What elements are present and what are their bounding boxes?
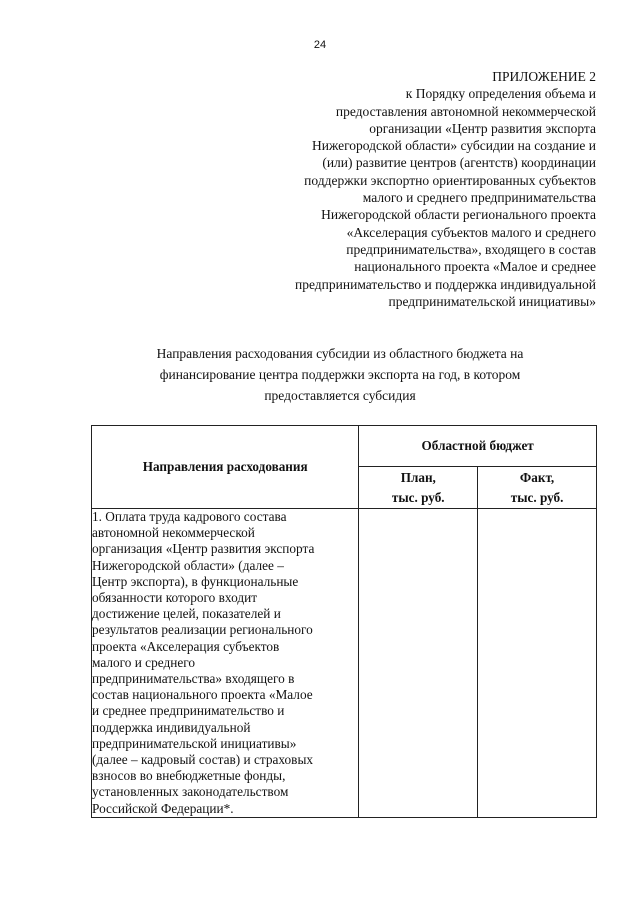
- row-line: (далее – кадровый состав) и страховых: [92, 752, 314, 768]
- appendix-line: предпринимательство и поддержка индивидуальной: [295, 276, 596, 292]
- row-line: проекта «Акселерация субъектов: [92, 638, 280, 654]
- table-header-row: [92, 426, 597, 467]
- appendix-line: Нижегородской области» субсидии на создание и: [311, 138, 596, 154]
- appendix-header: [216, 68, 596, 310]
- header-plan-line2: тыс. руб.: [391, 489, 445, 505]
- document-title: [90, 343, 590, 406]
- header-regional-budget: Областной бюджет: [359, 426, 597, 467]
- expenses-table: [91, 425, 597, 818]
- title-line: финансирование центра поддержки экспорта на год, в котором: [159, 367, 521, 382]
- row-line: Российской Федерации*.: [92, 800, 234, 816]
- row-line: предпринимательской инициативы»: [92, 735, 297, 751]
- header-fact: [478, 467, 597, 509]
- row-line: поддержка индивидуальной: [92, 719, 251, 735]
- title-line: предоставляется субсидия: [264, 388, 416, 403]
- row-line: результатов реализации регионального: [92, 622, 313, 638]
- table-row: [92, 509, 597, 818]
- title-line: Направления расходования субсидии из областного бюджета на: [156, 346, 524, 361]
- row-line: организация «Центр развития экспорта: [92, 541, 315, 557]
- appendix-line: предоставления автономной некоммерческой: [335, 103, 596, 119]
- header-fact-line2: тыс. руб.: [510, 489, 564, 505]
- appendix-line: организации «Центр развития экспорта: [369, 120, 596, 136]
- appendix-line: малого и среднего предпринимательства: [362, 190, 596, 206]
- appendix-line: Нижегородской области регионального проекта: [321, 207, 596, 223]
- row-line: состав национального проекта «Малое: [92, 687, 313, 703]
- row-line: Центр экспорта), в функциональные: [92, 573, 299, 589]
- page-number: 24: [313, 39, 327, 51]
- header-plan-line1: План,: [400, 469, 436, 485]
- appendix-line: предпринимательской инициативы»: [388, 293, 596, 309]
- appendix-line: к Порядку определения объема и: [405, 86, 596, 102]
- appendix-line: ПРИЛОЖЕНИЕ 2: [492, 69, 596, 84]
- row-line: Нижегородской области» (далее –: [92, 557, 284, 573]
- row-line: обязанности которого входит: [92, 590, 258, 606]
- header-plan: [359, 467, 478, 509]
- row-plan-cell: [359, 509, 478, 818]
- row-line: автономной некоммерческой: [92, 525, 255, 541]
- header-direction: Направления расходования: [92, 426, 359, 509]
- row-line: и среднее предпринимательство и: [92, 703, 285, 719]
- header-fact-line1: Факт,: [519, 469, 555, 485]
- row-fact-cell: [478, 509, 597, 818]
- row-line: малого и среднего: [92, 654, 195, 670]
- row-direction-cell: [92, 509, 359, 818]
- appendix-line: предпринимательства», входящего в состав: [346, 241, 596, 257]
- appendix-line: «Акселерация субъектов малого и среднего: [346, 224, 596, 240]
- row-line: 1. Оплата труда кадрового состава: [92, 509, 287, 524]
- appendix-line: национального проекта «Малое и среднее: [354, 259, 596, 275]
- appendix-line: поддержки экспортно ориентированных субъектов: [304, 172, 596, 188]
- row-line: предпринимательства» входящего в: [92, 671, 295, 687]
- appendix-line: (или) развитие центров (агентств) координации: [322, 155, 596, 171]
- row-line: установленных законодательством: [92, 784, 289, 800]
- row-line: достижение целей, показателей и: [92, 606, 281, 622]
- row-line: взносов во внебюджетные фонды,: [92, 768, 286, 784]
